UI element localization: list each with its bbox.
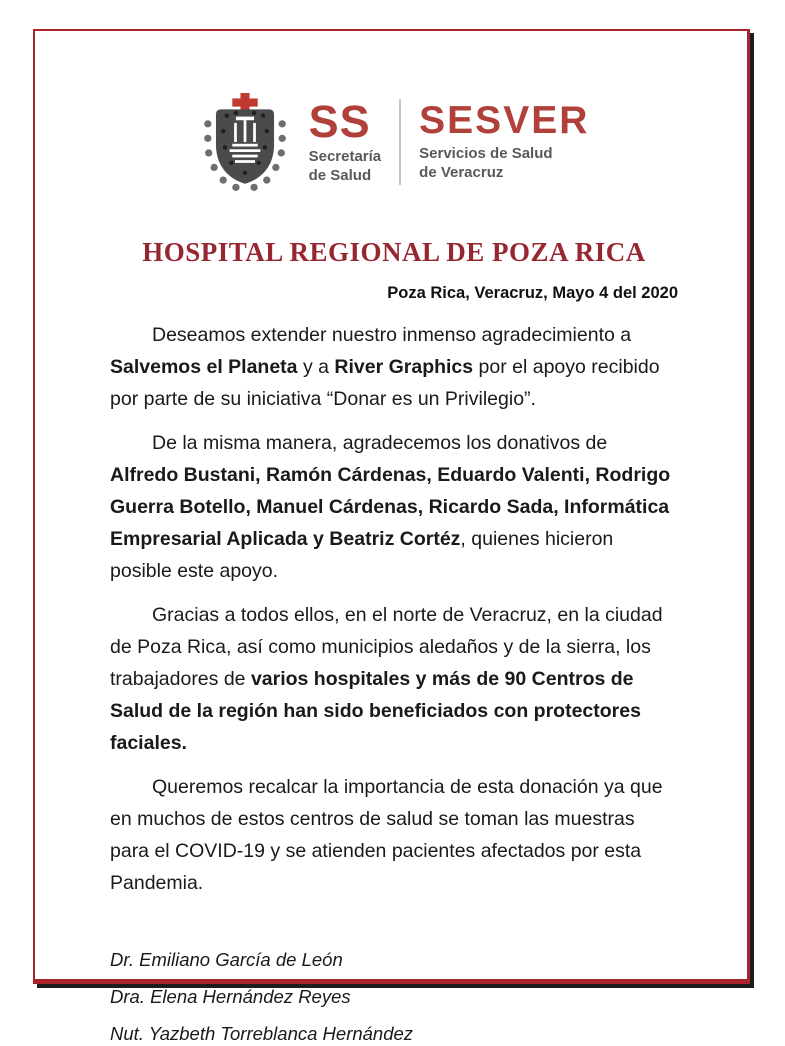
signature-block xyxy=(110,949,678,1046)
sesver-name xyxy=(419,145,589,183)
header-logo-row xyxy=(110,93,678,191)
letter-paragraph: Deseamos extender nuestro inmenso agradecimiento a Salvemos el Planeta y a River Graphics por el apoyo recibido por parte de su iniciativa “Donar es un Privilegio”. xyxy=(110,324,660,410)
signature-line: Nut. Yazbeth Torreblanca Hernández xyxy=(110,1023,414,1045)
page-title: HOSPITAL REGIONAL DE POZA RICA xyxy=(142,237,646,267)
signature-line: Dra. Elena Hernández Reyes xyxy=(110,986,351,1008)
ss-name-line2: de Salud xyxy=(308,166,372,184)
sesver-acronym: SESVER xyxy=(419,99,590,143)
dateline: Poza Rica, Veracruz, Mayo 4 del 2020 xyxy=(387,284,678,302)
ss-acronym: SS xyxy=(308,95,371,147)
sesver-brand-block xyxy=(419,101,589,183)
ss-name xyxy=(309,148,382,186)
letter-paragraphs xyxy=(110,319,678,899)
letter-content xyxy=(35,31,747,1046)
letter-paragraph: Queremos recalcar la importancia de esta donación ya que en muchos de estos centros de salud se toman las muestras para el COVID-19 y se atienden pacientes afectados por esta Pandemia. xyxy=(110,776,663,894)
sesver-name-line1: Servicios de Salud xyxy=(419,145,553,163)
health-secretariat-shield-icon xyxy=(199,93,291,191)
logo-divider xyxy=(399,99,401,185)
ss-brand-block xyxy=(308,95,382,186)
letter-paragraph: De la misma manera, agradecemos los donativos de Alfredo Bustani, Ramón Cárdenas, Eduardo Valenti, Rodrigo Guerra Botello, Manuel Cárdenas, Ricardo Sada, Informática Empresarial Aplicada y Beatriz Cortéz, quienes hicieron posible este apoyo. xyxy=(110,432,671,582)
letter-paragraph: Gracias a todos ellos, en el norte de Veracruz, en la ciudad de Poza Rica, así como municipios aledaños y de la sierra, los trabajadores de varios hospitales y más de 90 Centros de Salud de la región han sido beneficiados con protectores faciales. xyxy=(110,604,663,754)
signature-line: Dr. Emiliano García de León xyxy=(110,949,343,970)
letter-page-border xyxy=(33,29,750,1045)
sesver-name-line2: de Veracruz xyxy=(419,164,504,181)
ss-name-line1: Secretaría xyxy=(308,147,382,165)
